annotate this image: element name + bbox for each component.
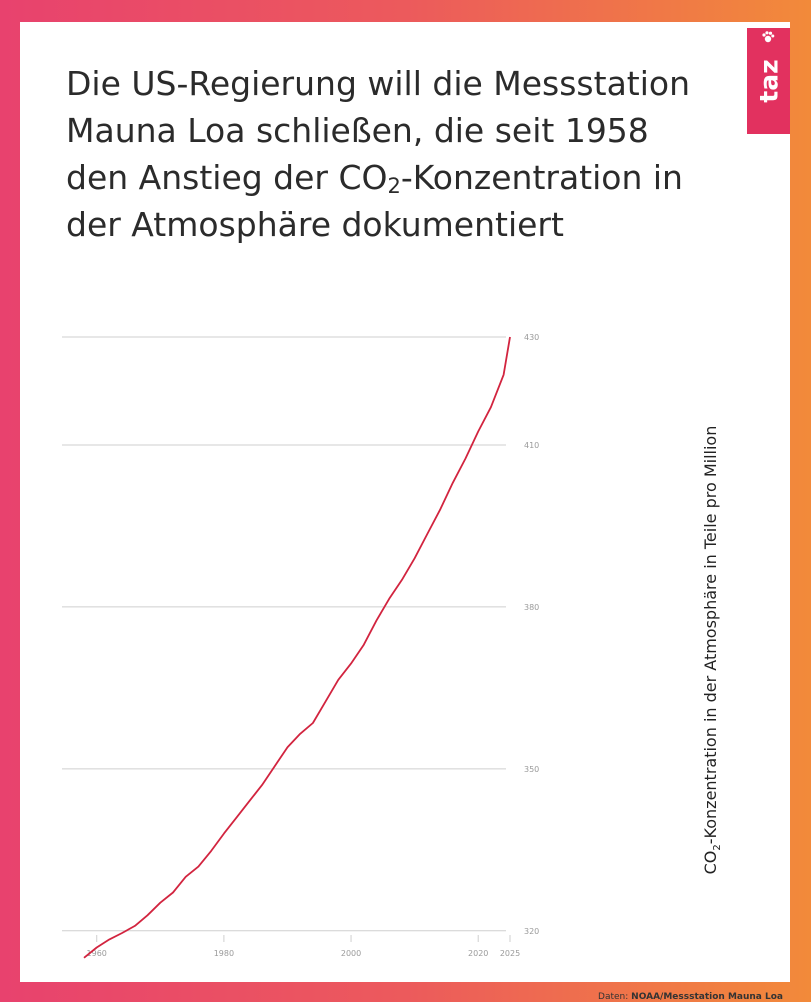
x-tick-label: 1980 <box>213 949 235 958</box>
y-tick-label: 320 <box>524 926 540 936</box>
chart-title: Die US-Regierung will die Messstation Mauna Loa schließen, die seit 1958 den Anstieg der $CO_2$-Konzentration in der Atmosphäre dokumentiert <box>66 64 691 244</box>
co2-series-line <box>84 337 510 958</box>
x-tick-label: 2020 <box>468 949 489 958</box>
co2-line-chart <box>20 22 790 982</box>
data-source: Daten: NOAA/Messstation Mauna Loa <box>598 992 783 1002</box>
y-tick-label: 410 <box>524 440 540 450</box>
logo-text: taz <box>754 59 783 103</box>
x-tick-label: 2000 <box>340 949 362 958</box>
chart-card: Die US-Regierung will die Messstation Mauna Loa schließen, die seit 1958 den Anstieg der $CO_2$-Konzentration in der Atmosphäre dokumentiert taz 320 350 380 410 430 1960 1980 2000 2020 2025 $CO_2$-Konzentration in der Atmosphäre in Teile pro Million <box>20 22 790 982</box>
y-tick-label: 380 <box>524 602 540 612</box>
x-tick-label: 1960 <box>86 949 107 958</box>
y-tick-label: 430 <box>524 333 540 342</box>
y-tick-label: 350 <box>524 764 540 774</box>
x-tick-label: 2025 <box>499 949 521 958</box>
